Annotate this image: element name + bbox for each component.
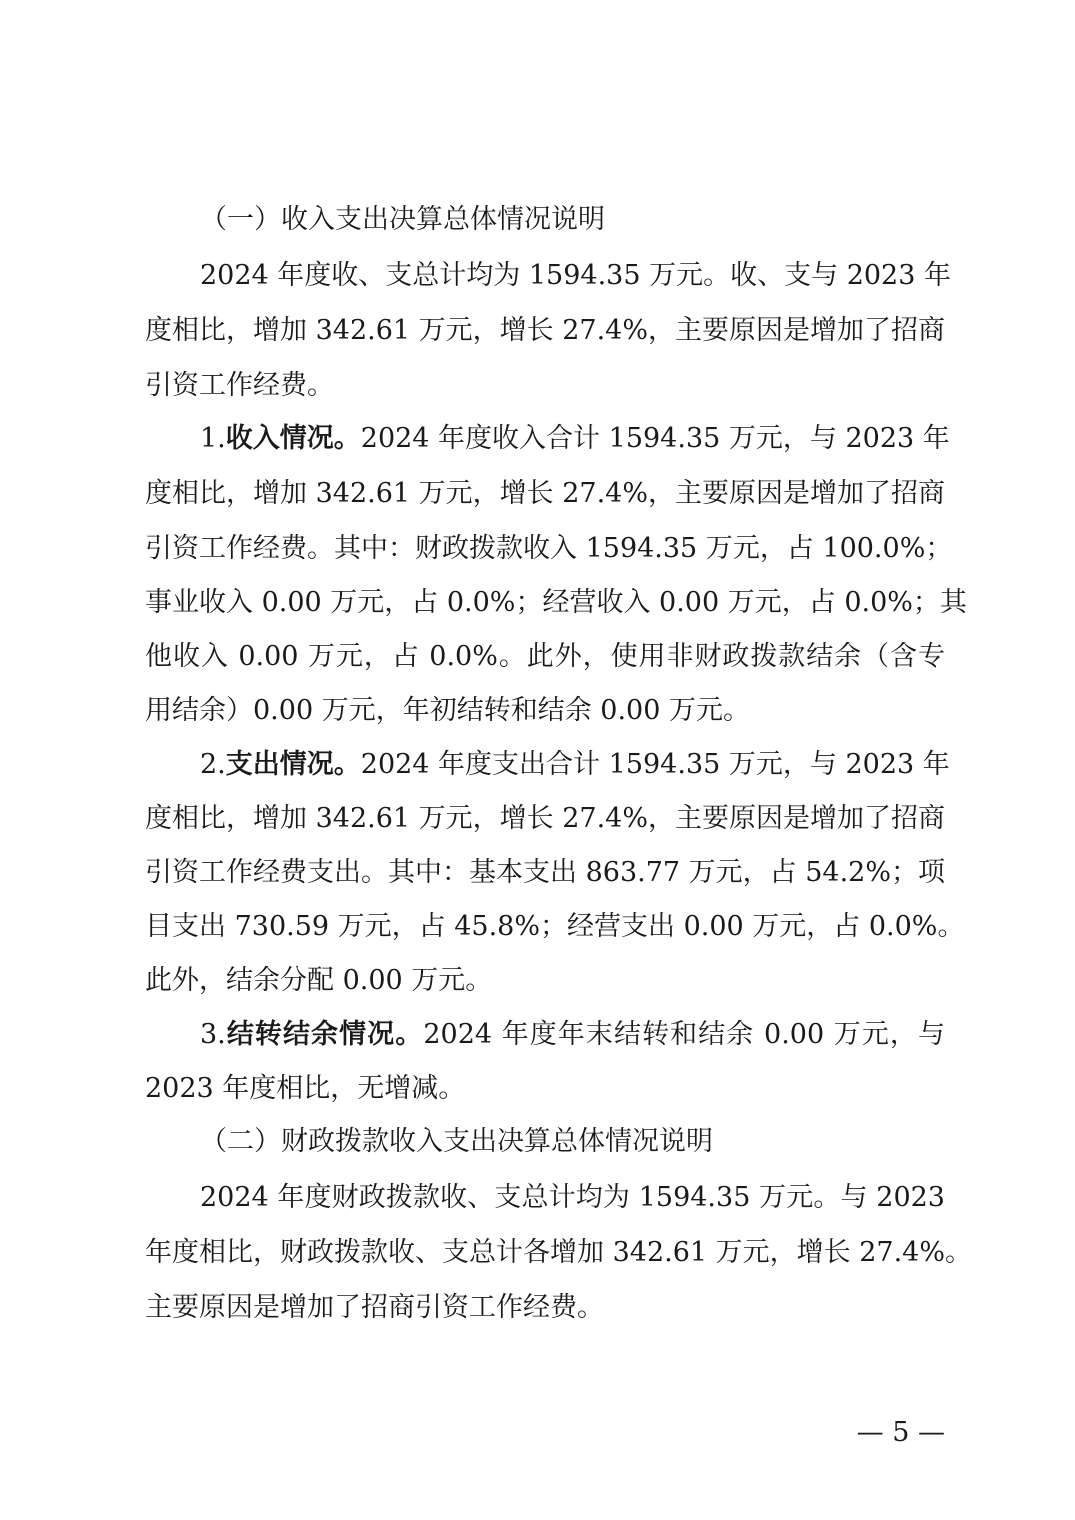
income-number: 1. [200,423,226,454]
paragraph-line: 他收入 0.00 万元，占 0.0%。此外，使用非财政拨款结余（含专 [145,641,945,672]
expenditure-number: 2. [200,749,226,780]
income-line-text: 2024 年度收入合计 1594.35 万元，与 2023 年 [360,423,950,454]
paragraph-line: 事业收入 0.00 万元，占 0.0%；经营收入 0.00 万元，占 0.0%；其 [145,587,967,618]
paragraph-line: 2024 年度财政拨款收、支总计均为 1594.35 万元。与 2023 [200,1182,945,1213]
income-paragraph-first-line [200,421,950,457]
paragraph-line: 度相比，增加 342.61 万元，增长 27.4%，主要原因是增加了招商 [145,315,945,346]
paragraph-line: 度相比，增加 342.61 万元，增长 27.4%，主要原因是增加了招商 [145,478,945,509]
paragraph-line: 2023 年度相比，无增减。 [145,1073,466,1104]
expenditure-paragraph-first-line [200,747,950,783]
paragraph-line: 目支出 730.59 万元，占 45.8%；经营支出 0.00 万元，占 0.0%。 [145,911,965,942]
page-number: — 5 — [856,1417,945,1448]
paragraph-line: 2024 年度收、支总计均为 1594.35 万元。收、支与 2023 年 [200,260,951,291]
section-heading-fiscal: （二）财政拨款收入支出决算总体情况说明 [200,1126,713,1157]
paragraph-line: 此外，结余分配 0.00 万元。 [145,965,493,996]
income-title: 收入情况。 [225,423,361,454]
carryover-paragraph-first-line [200,1017,945,1053]
paragraph-line: 主要原因是增加了招商引资工作经费。 [145,1292,604,1323]
expenditure-title: 支出情况。 [225,749,361,780]
paragraph-line: 引资工作经费支出。其中：基本支出 863.77 万元，占 54.2%；项 [145,857,945,888]
section-heading-overall: （一）收入支出决算总体情况说明 [200,204,605,235]
paragraph-line: 引资工作经费。 [145,370,334,401]
carryover-number: 3. [200,1019,226,1050]
expenditure-line-text: 2024 年度支出合计 1594.35 万元，与 2023 年 [360,749,950,780]
paragraph-line: 年度相比，财政拨款收、支总计各增加 342.61 万元，增长 27.4%。 [145,1237,972,1268]
paragraph-line: 度相比，增加 342.61 万元，增长 27.4%，主要原因是增加了招商 [145,803,945,834]
paragraph-line: 用结余）0.00 万元，年初结转和结余 0.00 万元。 [145,695,750,726]
carryover-line-text: 2024 年度年末结转和结余 0.00 万元，与 [423,1019,946,1050]
carryover-title: 结转结余情况。 [225,1019,424,1050]
paragraph-line: 引资工作经费。其中：财政拨款收入 1594.35 万元，占 100.0%； [145,533,953,564]
